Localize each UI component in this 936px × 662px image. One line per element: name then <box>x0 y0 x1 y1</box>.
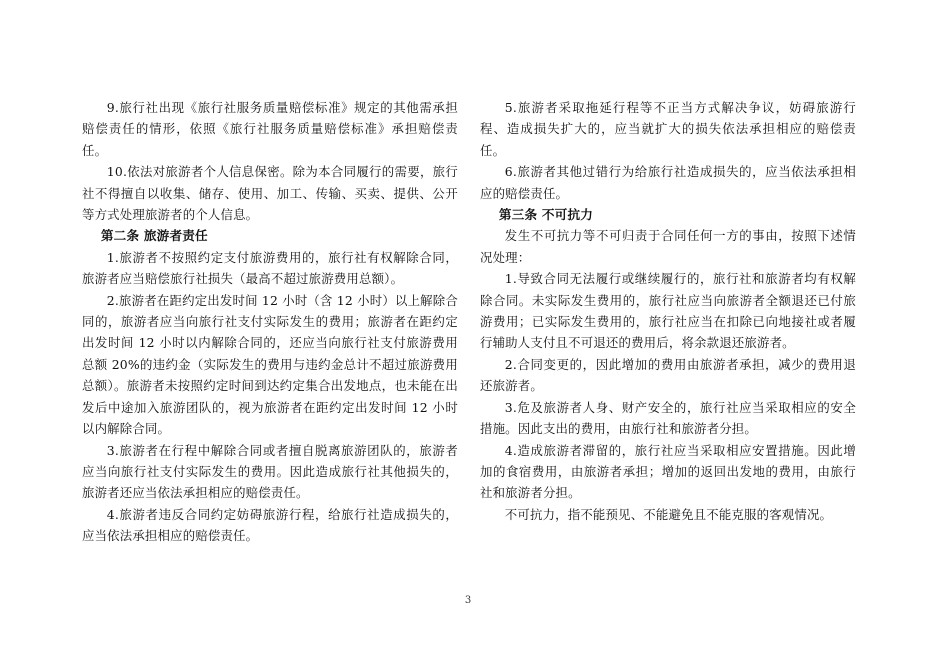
article-2-heading: 第二条 旅游者责任 <box>100 228 208 244</box>
article-3-clause-1: 1.导致合同无法履行或继续履行的，旅行社和旅游者均有权解除合同。未实际发生费用的，旅行社应当向旅游者全额退还已付旅游费用；已实际发生费用的，旅行社应当在扣除已向地接社或者履行辅助人支付且不可退还的费用后，将余款退还旅游者。 <box>480 271 856 351</box>
article-2-clause-4: 4.旅游者违反合同约定妨碍旅游行程，给旅行社造成损失的，应当依法承担相应的赔偿责任。 <box>82 506 458 544</box>
left-column <box>82 97 458 547</box>
article-3-clause-3: 3.危及旅游者人身、财产安全的，旅行社应当采取相应的安全措施。因此支出的费用，由旅行社和旅游者分担。 <box>480 399 856 437</box>
article-2-clause-6: 6.旅游者其他过错行为给旅行社造成损失的，应当依法承担相应的赔偿责任。 <box>480 164 856 201</box>
article-3-clause-2: 2.合同变更的，因此增加的费用由旅游者承担，减少的费用退还旅游者。 <box>480 356 856 394</box>
article-2-clause-2: 2.旅游者在距约定出发时间 12 小时（含 12 小时）以上解除合同的，旅游者应当向旅行社支付实际发生的费用；旅游者在距约定出发时间 12 小时以内解除合同的，还应当向旅行社支付旅游费用总额 20%的违约金（实际发生的费用与违约金总计不超过旅游费用总额）。旅游者未按照约定时间到达约定集合出发地点，也未能在出发后中途加入旅游团队的，视为旅游者在距约定出发时间 12 小时以内解除合同。 <box>82 292 458 437</box>
article-3-clause-4: 4.造成旅游者滞留的，旅行社应当采取相应安置措施。因此增加的食宿费用，由旅游者承担；增加的返回出发地的费用，由旅行社和旅游者分担。 <box>480 442 856 501</box>
article-2-clause-5: 5.旅游者采取拖延行程等不正当方式解决争议，妨碍旅游行程、造成损失扩大的，应当就扩大的损失依法承担相应的赔偿责任。 <box>480 100 856 158</box>
article-2-clause-1: 1.旅游者不按照约定支付旅游费用的，旅行社有权解除合同，旅游者应当赔偿旅行社损失（最高不超过旅游费用总额）。 <box>82 249 458 287</box>
page-number: 3 <box>464 595 472 606</box>
article-2-clause-3: 3.旅游者在行程中解除合同或者擅自脱离旅游团队的，旅游者应当向旅行社支付实际发生的费用。因此造成旅行社其他损失的，旅游者还应当依法承担相应的赔偿责任。 <box>82 442 458 501</box>
article-3-intro: 发生不可抗力等不可归责于合同任何一方的事由，按照下述情况处理： <box>480 228 856 265</box>
force-majeure-definition: 不可抗力，指不能预见、不能避免且不能克服的客观情况。 <box>504 506 833 522</box>
clause-10: 10.依法对旅游者个人信息保密。除为本合同履行的需要，旅行社不得擅自以收集、储存、使用、加工、传输、买卖、提供、公开等方式处理旅游者的个人信息。 <box>82 164 458 223</box>
right-column <box>480 97 856 525</box>
article-3-heading: 第三条 不可抗力 <box>498 207 594 223</box>
clause-9: 9.旅行社出现《旅行社服务质量赔偿标准》规定的其他需承担赔偿责任的情形，依照《旅行社服务质量赔偿标准》承担赔偿责任。 <box>82 100 458 158</box>
